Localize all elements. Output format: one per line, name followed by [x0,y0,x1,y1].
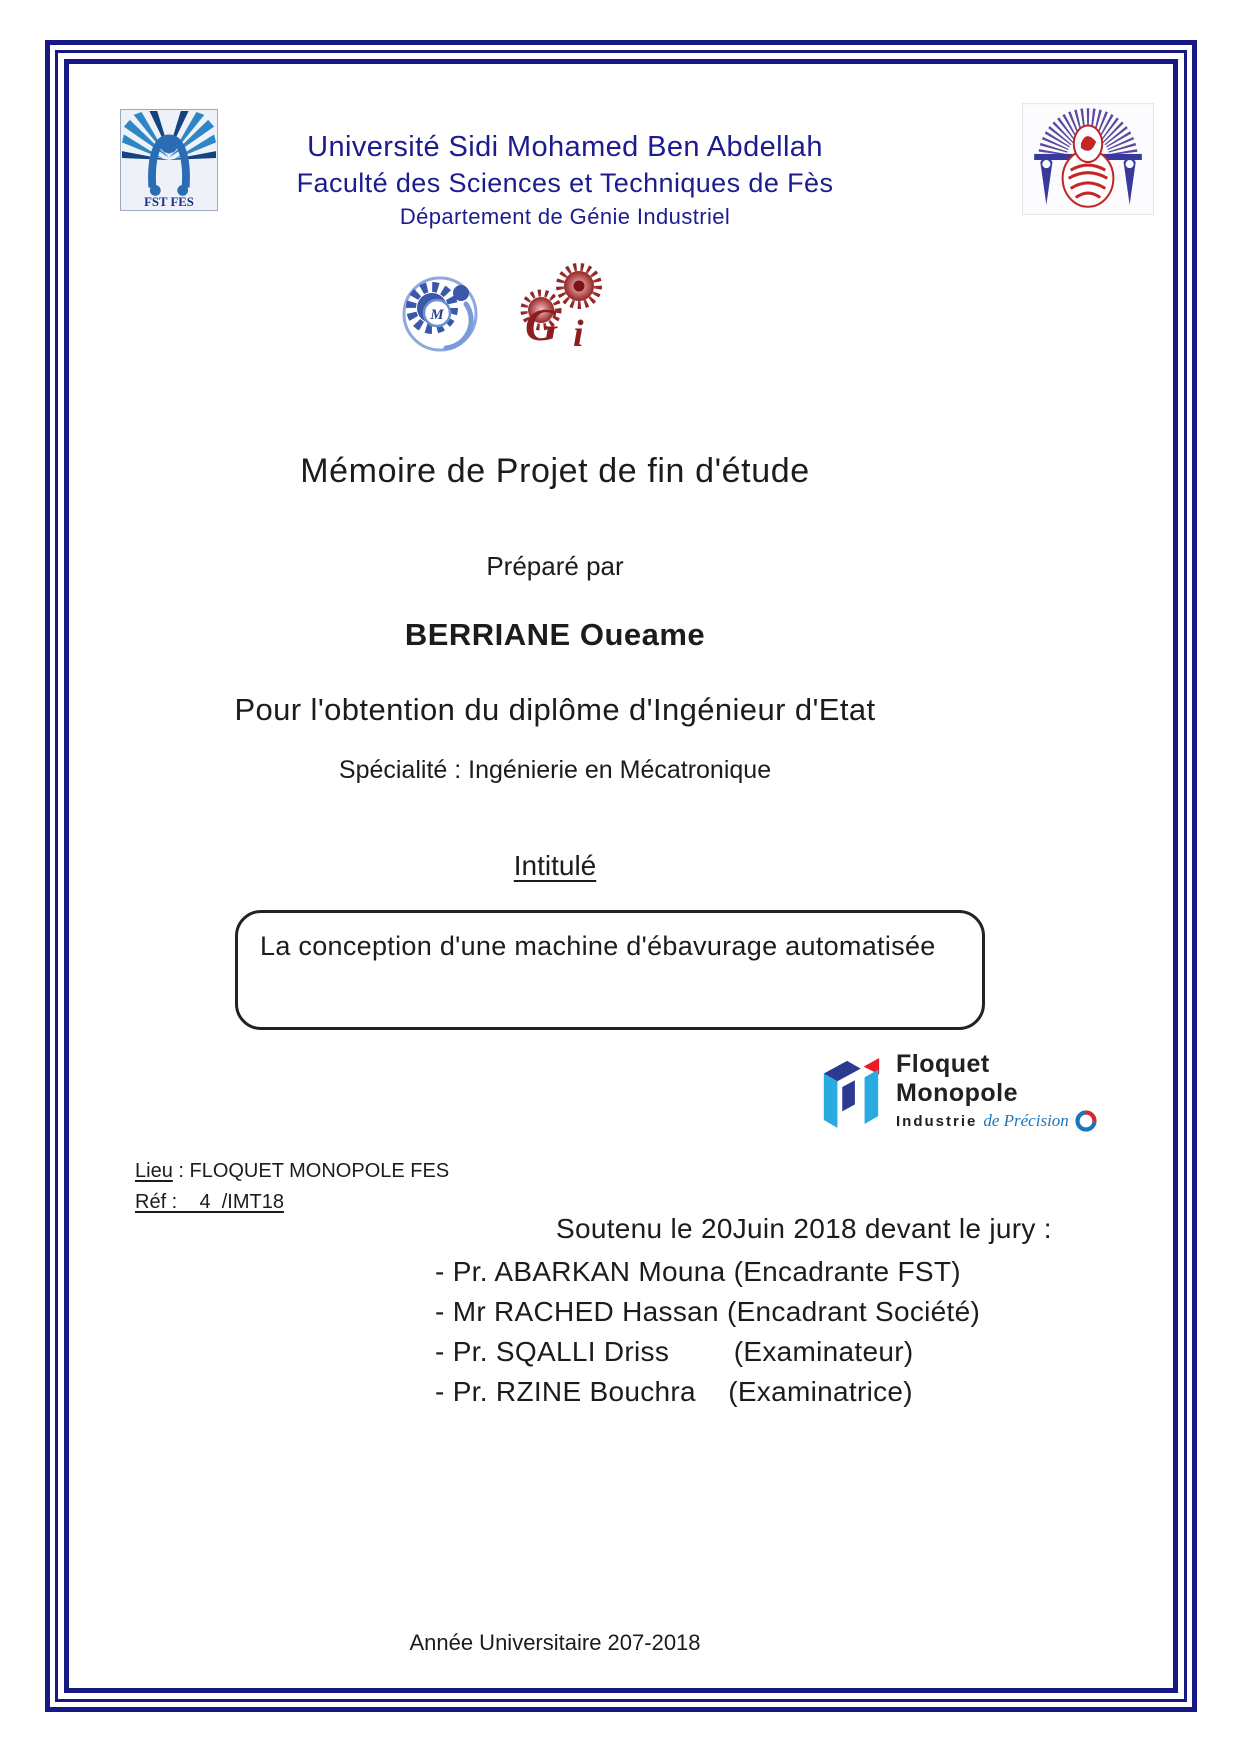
jury-member: - Mr RACHED Hassan (Encadrant Société) [435,1296,981,1327]
company-name-line2: Monopole [896,1079,1019,1107]
usmba-emblem-icon [1022,103,1154,215]
fst-fes-label: FST FES [144,195,194,210]
jury-member: - Pr. RZINE Bouchra (Examinatrice) [435,1376,913,1407]
gi-letter-i: i [573,313,584,355]
author-name: BERRIANE Oueame [404,617,706,652]
project-title: La conception d'une machine d'ébavurage automatisée [260,931,936,961]
company-name-line1: Floquet [896,1050,990,1078]
location-reference-block [135,1156,449,1218]
project-title-box [235,910,985,1030]
academic-year-footer: Année Universitaire 207-2018 [409,1630,701,1655]
ref-line: Réf : 4 /IMT18 [135,1191,284,1213]
intitule-label: Intitulé [513,850,597,881]
genie-industriel-logo [513,260,609,361]
gear-m-letter: M [430,307,444,323]
intitule-heading [60,850,1050,882]
jury-member: - Pr. ABARKAN Mouna (Encadrante FST) [435,1256,961,1287]
university-name: Université Sidi Mohamed Ben Abdellah [307,131,823,163]
faculty-name: Faculté des Sciences et Techniques de Fès [296,168,834,198]
document-type-title: Mémoire de Projet de fin d'étude [300,452,810,490]
lieu-line [135,1156,449,1187]
usmba-emblem [1022,103,1154,220]
specialty-line: Spécialité : Ingénierie en Mécatronique [338,756,772,784]
lieu-label: Lieu [135,1160,173,1182]
prepared-by-label: Préparé par [486,551,624,581]
institution-header [120,128,1010,232]
gear-m-icon [398,268,482,360]
company-tagline-script: de Précision [983,1111,1069,1130]
jury-list [435,1252,980,1412]
lieu-value: : FLOQUET MONOPOLE FES [172,1160,450,1182]
jury-member: - Pr. SQALLI Driss (Examinateur) [435,1336,914,1367]
floquet-monopole-logo [818,1046,1118,1132]
gi-letter-g: G [525,299,559,350]
gi-gears-icon [513,260,609,356]
degree-line: Pour l'obtention du diplôme d'Ingénieur d'Etat [234,692,876,727]
company-tagline-word: Industrie [896,1112,978,1130]
fm-mark-icon [818,1046,884,1132]
mechatronics-gear-logo [398,268,482,365]
department-name: Département de Génie Industriel [399,204,731,229]
fm-swoosh-icon [1075,1110,1097,1132]
floquet-monopole-wordmark [896,1046,1097,1132]
defense-intro: Soutenu le 20Juin 2018 devant le jury : [556,1213,1052,1244]
